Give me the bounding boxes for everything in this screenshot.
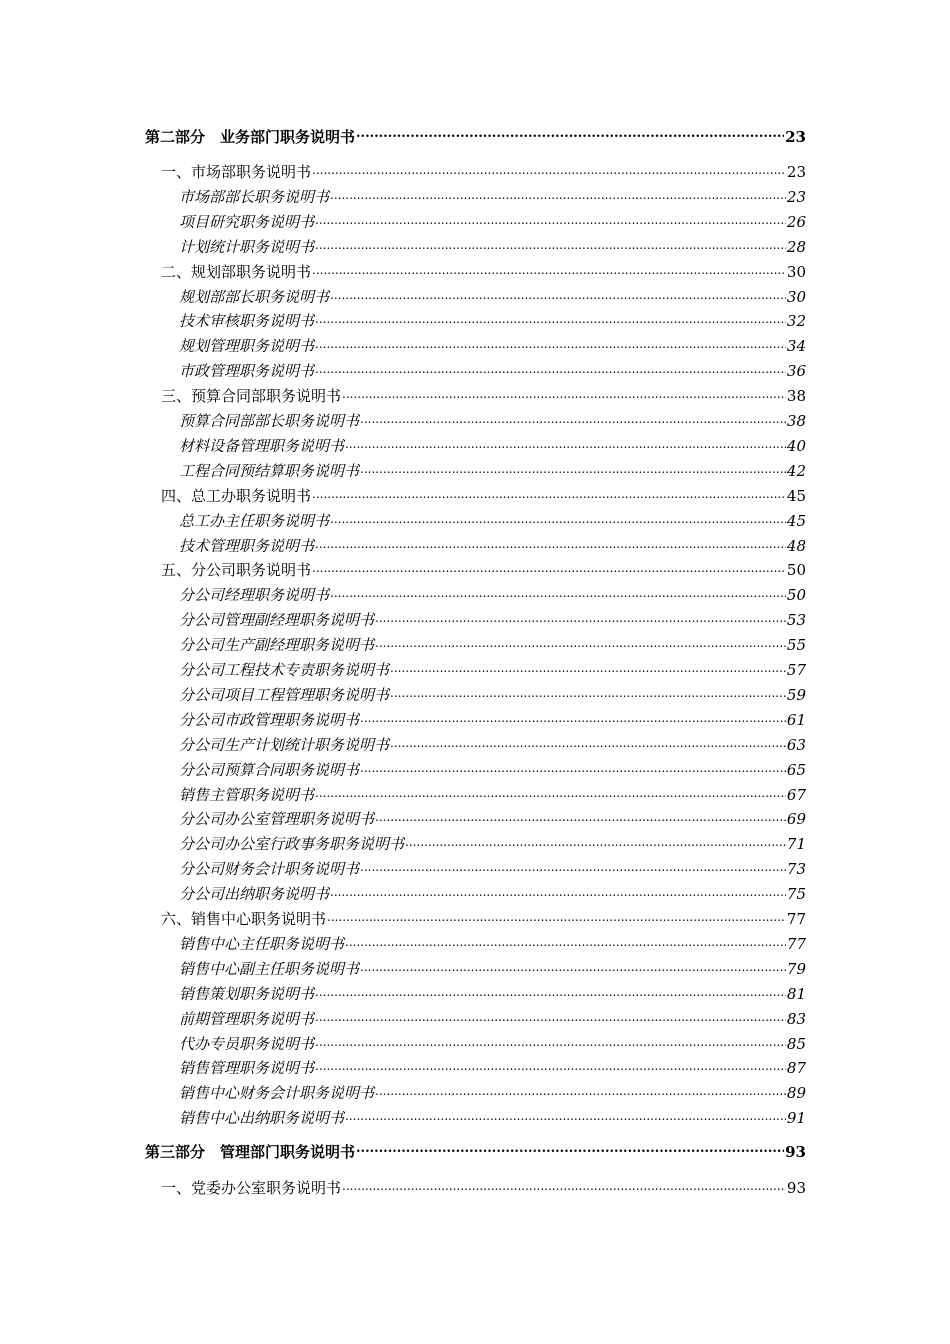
toc-entry-title: 销售主管职务说明书 xyxy=(179,785,315,804)
toc-subentry[interactable] xyxy=(179,211,806,233)
toc-subentry[interactable] xyxy=(179,759,806,781)
toc-dot-leader xyxy=(315,1057,786,1073)
toc-entry-title: 市政管理职务说明书 xyxy=(179,362,315,381)
toc-subentry[interactable] xyxy=(179,1008,806,1030)
toc-entry-title: 技术审核职务说明书 xyxy=(179,312,315,331)
toc-subentry[interactable] xyxy=(179,410,806,432)
toc-dot-leader xyxy=(360,709,786,725)
toc-page-number: 32 xyxy=(786,312,806,331)
toc-subentry[interactable] xyxy=(179,709,806,731)
toc-subentry[interactable] xyxy=(179,435,806,457)
toc-dot-leader xyxy=(330,510,786,526)
toc-dot-leader xyxy=(315,784,786,800)
toc-dot-leader xyxy=(342,1177,786,1193)
toc-section-entry[interactable] xyxy=(161,261,806,283)
toc-page-number: 30 xyxy=(786,262,806,281)
toc-subentry[interactable] xyxy=(179,286,806,308)
toc-page-number: 38 xyxy=(786,387,806,406)
toc-page-number: 91 xyxy=(786,1109,806,1128)
toc-subentry[interactable] xyxy=(179,858,806,880)
toc-entry-title: 分公司生产副经理职务说明书 xyxy=(179,636,375,655)
toc-entry-title: 项目研究职务说明书 xyxy=(179,212,315,231)
toc-section-entry[interactable] xyxy=(161,908,806,930)
toc-page-number: 55 xyxy=(786,636,806,655)
toc-page-number: 61 xyxy=(786,710,806,729)
toc-entry-title: 分公司经理职务说明书 xyxy=(179,586,330,605)
toc-page-number: 40 xyxy=(786,436,806,455)
toc-dot-leader xyxy=(360,858,786,874)
toc-subentry[interactable] xyxy=(179,684,806,706)
toc-dot-leader xyxy=(356,1141,784,1157)
toc-page-number: 30 xyxy=(786,287,806,306)
toc-entry-title: 五、分公司职务说明书 xyxy=(161,561,312,580)
toc-subentry[interactable] xyxy=(179,833,806,855)
toc-entry-title: 销售中心主任职务说明书 xyxy=(179,934,345,953)
toc-entry-title: 一、市场部职务说明书 xyxy=(161,163,312,181)
toc-entry-title: 总工办主任职务说明书 xyxy=(179,511,330,530)
toc-entry-title: 市场部部长职务说明书 xyxy=(179,187,330,206)
toc-page-number: 67 xyxy=(786,785,806,804)
toc-dot-leader xyxy=(312,559,786,575)
toc-page-number: 50 xyxy=(786,586,806,605)
toc-subentry[interactable] xyxy=(179,584,806,606)
toc-section-entry[interactable] xyxy=(161,161,806,183)
toc-page-number: 79 xyxy=(786,959,806,978)
toc-page-number: 65 xyxy=(786,760,806,779)
toc-dot-leader xyxy=(345,1107,786,1123)
toc-dot-leader xyxy=(330,286,786,302)
toc-subentry[interactable] xyxy=(179,983,806,1005)
toc-subentry[interactable] xyxy=(179,1082,806,1104)
toc-subentry[interactable] xyxy=(179,1107,806,1129)
toc-entry-title: 第三部分 管理部门职务说明书 xyxy=(145,1143,356,1161)
toc-dot-leader xyxy=(315,310,786,326)
toc-dot-leader xyxy=(375,609,786,625)
toc-subentry[interactable] xyxy=(179,360,806,382)
toc-page-number: 69 xyxy=(786,810,806,829)
toc-entry-title: 分公司财务会计职务说明书 xyxy=(179,860,360,879)
toc-entry-title: 分公司办公室行政事务职务说明书 xyxy=(179,835,405,854)
toc-entry-title: 销售中心出纳职务说明书 xyxy=(179,1109,345,1128)
toc-subentry[interactable] xyxy=(179,335,806,357)
toc-dot-leader xyxy=(315,236,786,252)
toc-dot-leader xyxy=(390,734,786,750)
toc-subentry[interactable] xyxy=(179,510,806,532)
toc-subentry[interactable] xyxy=(179,784,806,806)
toc-dot-leader xyxy=(330,186,786,202)
toc-page-number: 73 xyxy=(786,860,806,879)
toc-dot-leader xyxy=(345,933,786,949)
toc-entry-title: 四、总工办职务说明书 xyxy=(161,486,312,505)
toc-page-number: 85 xyxy=(786,1034,806,1053)
toc-subentry[interactable] xyxy=(179,535,806,557)
toc-page-number: 28 xyxy=(786,237,806,256)
toc-dot-leader xyxy=(356,126,784,142)
toc-dot-leader xyxy=(315,211,786,227)
toc-dot-leader xyxy=(315,1033,786,1049)
toc-dot-leader xyxy=(330,883,786,899)
toc-page-number: 93 xyxy=(785,1143,806,1161)
toc-subentry[interactable] xyxy=(179,186,806,208)
toc-entry-title: 材料设备管理职务说明书 xyxy=(179,436,345,455)
toc-page-number: 81 xyxy=(786,984,806,1003)
toc-page-number: 53 xyxy=(786,611,806,630)
toc-entry-title: 分公司项目工程管理职务说明书 xyxy=(179,685,390,704)
toc-page-number: 63 xyxy=(786,735,806,754)
toc-entry-title: 工程合同预结算职务说明书 xyxy=(179,461,360,480)
toc-entry-title: 分公司生产计划统计职务说明书 xyxy=(179,735,390,754)
toc-entry-title: 销售管理职务说明书 xyxy=(179,1059,315,1078)
toc-entry-title: 规划管理职务说明书 xyxy=(179,337,315,356)
toc-subentry[interactable] xyxy=(179,808,806,830)
toc-entry-title: 分公司管理副经理职务说明书 xyxy=(179,611,375,630)
toc-dot-leader xyxy=(312,485,786,501)
toc-dot-leader xyxy=(330,584,786,600)
toc-entry-title: 技术管理职务说明书 xyxy=(179,536,315,555)
toc-dot-leader xyxy=(315,335,786,351)
toc-dot-leader xyxy=(342,385,786,401)
toc-entry-title: 销售中心副主任职务说明书 xyxy=(179,959,360,978)
toc-entry-title: 分公司办公室管理职务说明书 xyxy=(179,810,375,829)
toc-dot-leader xyxy=(375,808,786,824)
toc-page-number: 87 xyxy=(786,1059,806,1078)
toc-page-number: 89 xyxy=(786,1084,806,1103)
toc-dot-leader xyxy=(375,634,786,650)
toc-dot-leader xyxy=(315,983,786,999)
toc-subentry[interactable] xyxy=(179,933,806,955)
toc-page-number: 50 xyxy=(786,561,806,580)
toc-entry-title: 二、规划部职务说明书 xyxy=(161,262,312,281)
toc-subentry[interactable] xyxy=(179,958,806,980)
toc-dot-leader xyxy=(315,535,786,551)
toc-subentry[interactable] xyxy=(179,734,806,756)
toc-entry-title: 分公司市政管理职务说明书 xyxy=(179,710,360,729)
toc-page-number: 93 xyxy=(786,1179,806,1197)
toc-subentry[interactable] xyxy=(179,1033,806,1055)
toc-entry-title: 三、预算合同部职务说明书 xyxy=(161,387,342,406)
toc-section-entry[interactable] xyxy=(161,385,806,407)
toc-dot-leader xyxy=(312,161,786,177)
toc-dot-leader xyxy=(312,261,786,277)
toc-page-number: 48 xyxy=(786,536,806,555)
toc-entry-title: 分公司工程技术专责职务说明书 xyxy=(179,661,390,679)
toc-subentry[interactable] xyxy=(179,310,806,332)
toc-page-number: 75 xyxy=(786,885,806,904)
toc-section-entry[interactable] xyxy=(161,559,806,581)
toc-dot-leader xyxy=(345,435,786,451)
toc-entry-title: 一、党委办公室职务说明书 xyxy=(161,1179,342,1197)
toc-subentry[interactable] xyxy=(179,634,806,656)
toc-dot-leader xyxy=(360,759,786,775)
toc-part-heading[interactable] xyxy=(145,126,806,148)
toc-page-number: 59 xyxy=(786,685,806,704)
toc-page-number: 45 xyxy=(786,486,806,505)
toc-entry-title: 第二部分 业务部门职务说明书 xyxy=(145,128,356,146)
toc-page-number: 57 xyxy=(786,661,806,679)
toc-page-number: 26 xyxy=(786,212,806,231)
toc-dot-leader xyxy=(360,460,786,476)
toc-page-number: 77 xyxy=(786,910,806,928)
toc-part-heading[interactable] xyxy=(145,1141,806,1163)
toc-section-entry[interactable] xyxy=(161,1177,806,1199)
toc-dot-leader xyxy=(375,1082,786,1098)
toc-subentry[interactable] xyxy=(179,659,806,681)
toc-dot-leader xyxy=(315,1008,786,1024)
toc-dot-leader xyxy=(360,958,786,974)
toc-subentry[interactable] xyxy=(179,1057,806,1079)
toc-entry-title: 规划部部长职务说明书 xyxy=(179,287,330,306)
toc-entry-title: 代办专员职务说明书 xyxy=(179,1034,315,1053)
toc-section-entry[interactable] xyxy=(161,485,806,507)
toc-entry-title: 计划统计职务说明书 xyxy=(179,237,315,256)
toc-entry-title: 前期管理职务说明书 xyxy=(179,1009,315,1028)
toc-subentry[interactable] xyxy=(179,460,806,482)
toc-page-number: 23 xyxy=(786,187,806,206)
toc-entry-title: 分公司出纳职务说明书 xyxy=(179,885,330,904)
toc-dot-leader xyxy=(327,908,786,924)
toc-entry-title: 销售中心财务会计职务说明书 xyxy=(179,1084,375,1103)
toc-subentry[interactable] xyxy=(179,883,806,905)
toc-page-number: 45 xyxy=(786,511,806,530)
toc-dot-leader xyxy=(315,360,786,376)
toc-page-number: 83 xyxy=(786,1009,806,1028)
toc-page-number: 36 xyxy=(786,362,806,381)
toc-entry-title: 分公司预算合同职务说明书 xyxy=(179,760,360,779)
toc-page-number: 34 xyxy=(786,337,806,356)
toc-entry-title: 六、销售中心职务说明书 xyxy=(161,910,327,928)
toc-dot-leader xyxy=(390,659,786,675)
toc-subentry[interactable] xyxy=(179,609,806,631)
toc-dot-leader xyxy=(405,833,786,849)
toc-page-number: 42 xyxy=(786,461,806,480)
toc-entry-title: 预算合同部部长职务说明书 xyxy=(179,412,360,430)
toc-page-number: 23 xyxy=(785,128,806,146)
toc-page-number: 71 xyxy=(786,835,806,854)
toc-dot-leader xyxy=(390,684,786,700)
toc-dot-leader xyxy=(360,410,786,426)
toc-entry-title: 销售策划职务说明书 xyxy=(179,984,315,1003)
toc-page-number: 23 xyxy=(786,163,806,181)
toc-page-number: 38 xyxy=(786,412,806,430)
toc-subentry[interactable] xyxy=(179,236,806,258)
toc-page-number: 77 xyxy=(786,934,806,953)
